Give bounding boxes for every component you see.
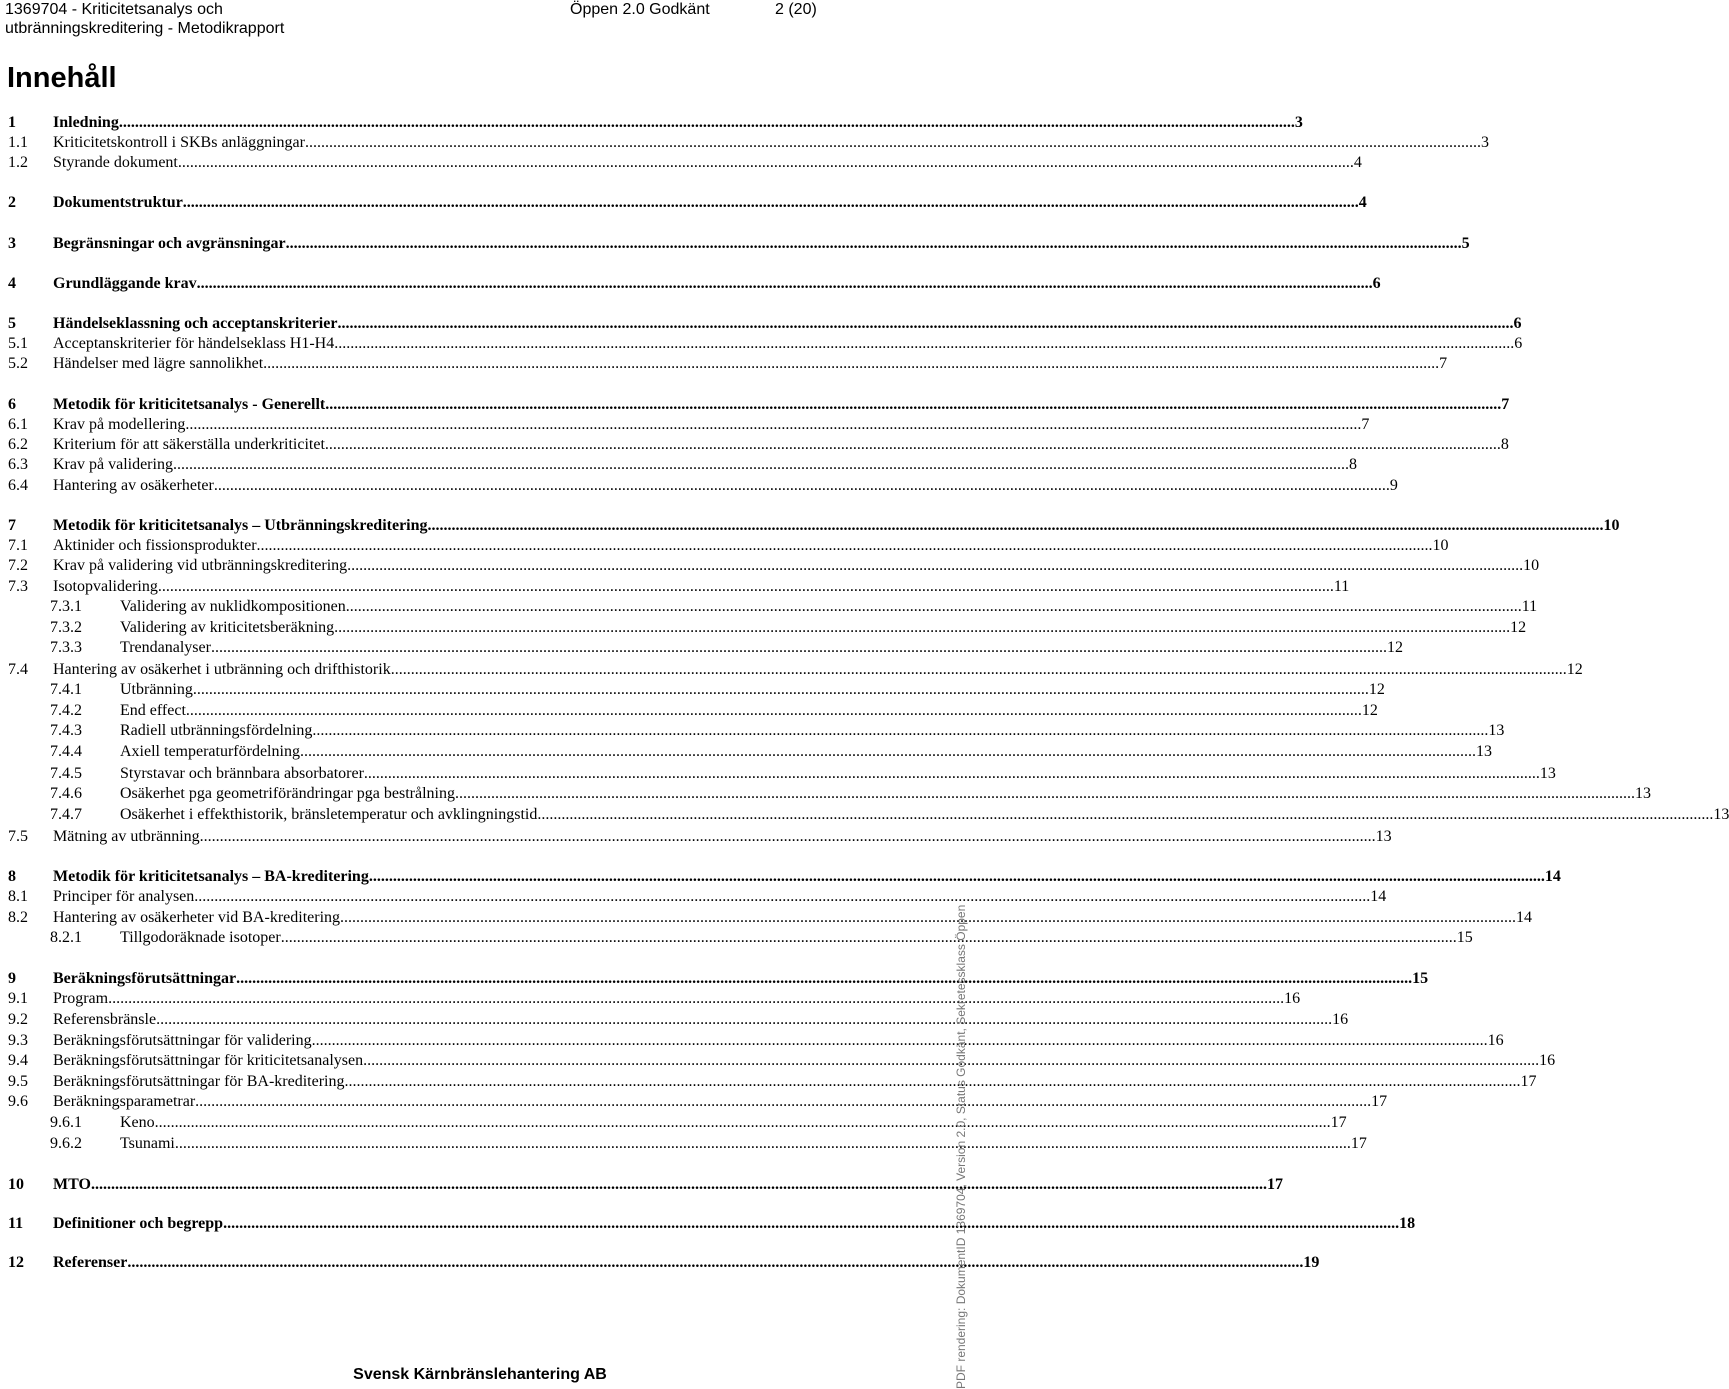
toc-entry[interactable] xyxy=(8,414,1370,435)
toc-entry-text xyxy=(53,1174,1283,1195)
toc-entry[interactable] xyxy=(8,1030,1504,1051)
toc-dot-leader xyxy=(537,804,1713,825)
toc-entry-text xyxy=(120,783,1651,804)
toc-entry-page: 6 xyxy=(1514,335,1523,352)
toc-entry-page: 14 xyxy=(1544,868,1561,885)
toc-entry[interactable] xyxy=(8,679,1385,700)
toc-entry-page: 8 xyxy=(1500,436,1509,453)
toc-entry[interactable] xyxy=(8,555,1540,576)
toc-dot-leader xyxy=(334,617,1510,638)
toc-entry-text xyxy=(53,1071,1537,1092)
toc-dot-leader xyxy=(119,112,1295,133)
toc-entry-text xyxy=(53,866,1561,887)
toc-entry-page: 12 xyxy=(1368,681,1385,698)
toc-entry-page: 16 xyxy=(1332,1011,1349,1028)
toc-entry-page: 12 xyxy=(1386,639,1403,656)
toc-entry[interactable] xyxy=(8,741,1492,762)
toc-entry-label: Inledning xyxy=(53,114,119,131)
toc-entry-page: 12 xyxy=(1361,702,1378,719)
toc-entry-number: 7.4.5 xyxy=(50,765,82,782)
toc-entry-text xyxy=(53,394,1510,415)
toc-entry-text xyxy=(53,414,1370,435)
toc-entry-number: 4 xyxy=(8,275,16,292)
toc-entry[interactable] xyxy=(8,1174,1283,1195)
toc-entry-number: 1.1 xyxy=(8,134,28,151)
toc-dot-leader xyxy=(363,1050,1539,1071)
toc-entry-label: Trendanalyser xyxy=(120,639,211,656)
toc-entry-label: Isotopvalidering xyxy=(53,578,158,595)
toc-entry-text xyxy=(53,535,1449,556)
toc-entry-number: 7 xyxy=(8,517,16,534)
toc-entry-text xyxy=(53,152,1362,173)
toc-entry-label: Validering av kriticitetsberäkning xyxy=(120,619,335,636)
toc-entry-page: 11 xyxy=(1333,578,1350,595)
toc-entry-label: Kriticitetskontroll i SKBs anläggningar xyxy=(53,134,305,151)
toc-entry[interactable] xyxy=(8,907,1533,928)
toc-entry[interactable] xyxy=(8,353,1448,374)
toc-entry-page: 15 xyxy=(1456,929,1473,946)
toc-entry-number: 3 xyxy=(8,235,16,252)
toc-entry-page: 10 xyxy=(1523,557,1540,574)
toc-entry-number: 7.4.4 xyxy=(50,743,82,760)
toc-entry-number: 9.6 xyxy=(8,1093,28,1110)
toc-dot-leader xyxy=(183,192,1359,213)
toc-entry[interactable] xyxy=(8,313,1522,334)
toc-entry-page: 13 xyxy=(1475,743,1492,760)
toc-entry-page: 13 xyxy=(1539,765,1556,782)
toc-entry-page: 13 xyxy=(1713,806,1729,823)
toc-dot-leader xyxy=(186,700,1362,721)
toc-entry-label: Definitioner och begrepp xyxy=(53,1215,224,1232)
toc-entry-text xyxy=(53,576,1350,597)
toc-entry[interactable] xyxy=(8,617,1527,638)
toc-entry-label: Acceptanskriterier för händelseklass H1-H4. xyxy=(53,335,339,352)
toc-entry-page: 14 xyxy=(1516,909,1533,926)
toc-entry[interactable] xyxy=(8,273,1381,294)
toc-entry[interactable] xyxy=(8,783,1651,804)
document-title-line1: 1369704 - Kriticitetsanalys och xyxy=(5,1,223,18)
toc-entry[interactable] xyxy=(8,1009,1349,1030)
toc-entry-page: 5 xyxy=(1461,235,1470,252)
toc-dot-leader xyxy=(185,414,1361,435)
toc-entry-text xyxy=(53,1009,1349,1030)
toc-entry-label: Program xyxy=(53,990,109,1007)
page-number: 2 (20) xyxy=(775,1,817,18)
toc-entry-page: 14 xyxy=(1370,888,1387,905)
toc-entry-number: 7.4.7 xyxy=(50,806,82,823)
toc-entry-text xyxy=(53,826,1392,847)
document-status: Öppen 2.0 Godkänt xyxy=(570,1,710,18)
toc-dot-leader xyxy=(263,353,1439,374)
toc-entry-number: 1 xyxy=(8,114,16,131)
toc-entry-page: 15 xyxy=(1412,970,1429,987)
toc-dot-leader xyxy=(391,659,1567,680)
toc-dot-leader xyxy=(369,866,1545,887)
toc-entry-number: 6.1 xyxy=(8,416,28,433)
toc-entry-number: 7.5 xyxy=(8,828,28,845)
toc-entry[interactable] xyxy=(8,1071,1537,1092)
toc-entry-text xyxy=(120,617,1527,638)
toc-entry-number: 6.2 xyxy=(8,436,28,453)
toc-entry-label: Kriterium för att säkerställa underkriticitet xyxy=(53,436,325,453)
toc-entry-page: 17 xyxy=(1520,1073,1537,1090)
toc-dot-leader xyxy=(305,132,1481,153)
toc-entry-number: 9.5 xyxy=(8,1073,28,1090)
toc-entry-label: Aktinider och fissionsprodukter xyxy=(53,537,257,554)
toc-dot-leader xyxy=(194,886,1370,907)
toc-dot-leader xyxy=(155,1112,1331,1133)
toc-entry[interactable] xyxy=(8,475,1398,496)
toc-entry-number: 9.6.1 xyxy=(50,1114,82,1131)
toc-entry-label: Tsunami xyxy=(120,1135,175,1152)
toc-entry-page: 8 xyxy=(1348,456,1357,473)
toc-entry-text xyxy=(53,132,1489,153)
toc-entry-number: 7.4.2 xyxy=(50,702,82,719)
toc-entry[interactable] xyxy=(8,233,1470,254)
toc-entry-number: 9.1 xyxy=(8,990,28,1007)
toc-entry-number: 9.4 xyxy=(8,1052,28,1069)
toc-dot-leader xyxy=(325,394,1501,415)
toc-entry[interactable] xyxy=(8,1050,1556,1071)
toc-entry-label: Validering av nuklidkompositionen xyxy=(120,598,346,615)
toc-entry-label: Principer för analysen xyxy=(53,888,195,905)
toc-entry-text xyxy=(53,659,1583,680)
toc-entry-label: Radiell utbränningsfördelning xyxy=(120,722,313,739)
toc-entry-page: 10 xyxy=(1603,517,1620,534)
toc-entry-number: 9 xyxy=(8,970,16,987)
toc-entry-page: 17 xyxy=(1330,1114,1347,1131)
toc-entry[interactable] xyxy=(8,826,1392,847)
toc-entry-text xyxy=(53,515,1620,536)
toc-dot-leader xyxy=(340,907,1516,928)
toc-dot-leader xyxy=(156,1009,1332,1030)
toc-entry[interactable] xyxy=(8,1252,1320,1273)
toc-entry-page: 3 xyxy=(1480,134,1489,151)
toc-entry-number: 8.2.1 xyxy=(50,929,82,946)
toc-entry-label: Utbränning xyxy=(120,681,193,698)
toc-entry-text xyxy=(120,596,1538,617)
toc-entry-text xyxy=(120,720,1505,741)
toc-entry-number: 9.6.2 xyxy=(50,1135,82,1152)
toc-entry-number: 11 xyxy=(8,1215,24,1232)
toc-entry[interactable] xyxy=(8,1091,1388,1112)
side-note: PDF rendering: DokumentID 1369704, Version 2.0, Status Godkänt, Sekretessklass Öppen xyxy=(954,904,968,1389)
toc-entry-number: 7.3.1 xyxy=(50,598,82,615)
toc-dot-leader xyxy=(281,927,1457,948)
toc-entry-text xyxy=(53,313,1522,334)
toc-entry[interactable] xyxy=(8,333,1523,354)
toc-entry-text xyxy=(120,927,1473,948)
toc-entry-label: Beräkningsförutsättningar för validering xyxy=(53,1032,312,1049)
toc-entry[interactable] xyxy=(8,866,1561,887)
toc-entry-number: 7.3 xyxy=(8,578,28,595)
toc-entry-text xyxy=(53,454,1357,475)
toc-dot-leader xyxy=(195,1091,1371,1112)
toc-entry[interactable] xyxy=(8,637,1403,658)
toc-entry-text xyxy=(53,968,1429,989)
toc-entry[interactable] xyxy=(8,1133,1367,1154)
toc-entry-text xyxy=(53,112,1303,133)
toc-entry-page: 13 xyxy=(1634,785,1651,802)
toc-dot-leader xyxy=(236,968,1412,989)
toc-entry-page: 10 xyxy=(1432,537,1449,554)
toc-entry-page: 12 xyxy=(1566,661,1583,678)
toc-entry-text xyxy=(120,637,1403,658)
toc-entry-label: Beräkningsförutsättningar för BA-kreditering xyxy=(53,1073,345,1090)
toc-entry-page: 17 xyxy=(1266,1176,1283,1193)
toc-entry-page: 19 xyxy=(1303,1254,1320,1271)
toc-entry-text xyxy=(120,1133,1367,1154)
toc-entry-number: 2 xyxy=(8,194,16,211)
toc-dot-leader xyxy=(344,1071,1520,1092)
toc-entry-label: Axiell temperaturfördelning xyxy=(120,743,300,760)
toc-entry-label: Krav på validering xyxy=(53,456,173,473)
toc-entry-label: Hantering av osäkerheter vid BA-kreditering xyxy=(53,909,341,926)
toc-entry-text xyxy=(53,1213,1416,1234)
toc-entry[interactable] xyxy=(8,968,1429,989)
toc-entry[interactable] xyxy=(8,515,1620,536)
toc-entry-label: Beräkningsförutsättningar för kriticitetsanalysen xyxy=(53,1052,364,1069)
toc-entry-label: Krav på validering vid utbränningskreditering xyxy=(53,557,348,574)
toc-entry-number: 5.2 xyxy=(8,355,28,372)
footer-company: Svensk Kärnbränslehantering AB xyxy=(353,1366,607,1383)
toc-entry-label: Krav på modellering xyxy=(53,416,186,433)
toc-entry-text xyxy=(53,555,1540,576)
toc-entry-number: 8.1 xyxy=(8,888,28,905)
toc-dot-leader xyxy=(197,273,1373,294)
toc-dot-leader xyxy=(325,434,1501,455)
toc-entry-number: 5 xyxy=(8,315,16,332)
toc-entry-text xyxy=(120,1112,1347,1133)
toc-entry-page: 12 xyxy=(1510,619,1527,636)
toc-entry[interactable] xyxy=(8,927,1473,948)
toc-entry-page: 4 xyxy=(1353,154,1362,171)
toc-entry-number: 7.4.1 xyxy=(50,681,82,698)
toc-entry-page: 16 xyxy=(1487,1032,1504,1049)
toc-entry[interactable] xyxy=(8,596,1538,617)
toc-entry-text xyxy=(120,804,1729,825)
toc-dot-leader xyxy=(127,1252,1303,1273)
toc-entry-number: 6 xyxy=(8,396,16,413)
toc-entry-page: 7 xyxy=(1501,396,1510,413)
toc-entry-number: 10 xyxy=(8,1176,24,1193)
toc-entry-text xyxy=(53,273,1381,294)
toc-entry-page: 18 xyxy=(1399,1215,1416,1232)
toc-entry-text xyxy=(53,353,1448,374)
toc-entry-label: Metodik för kriticitetsanalys - Generellt xyxy=(53,396,326,413)
toc-entry-label: Osäkerhet pga geometriförändringar pga bestrålning. xyxy=(120,785,459,802)
toc-entry-page: 4 xyxy=(1358,194,1367,211)
toc-entry-text xyxy=(53,1050,1556,1071)
toc-entry[interactable] xyxy=(8,763,1556,784)
toc-entry-label: Dokumentstruktur xyxy=(53,194,183,211)
toc-entry[interactable] xyxy=(8,659,1583,680)
toc-entry-number: 8 xyxy=(8,868,16,885)
toc-entry[interactable] xyxy=(8,434,1509,455)
toc-entry-page: 9 xyxy=(1389,477,1398,494)
toc-dot-leader xyxy=(257,535,1433,556)
toc-entry-label: Referensbränsle xyxy=(53,1011,157,1028)
toc-entry-number: 7.4.3 xyxy=(50,722,82,739)
toc-entry-text xyxy=(120,679,1385,700)
toc-entry-text xyxy=(53,434,1509,455)
toc-entry-number: 9.3 xyxy=(8,1032,28,1049)
toc-dot-leader xyxy=(200,826,1376,847)
toc-entry-label: Hantering av osäkerheter xyxy=(53,477,214,494)
toc-entry[interactable] xyxy=(8,988,1301,1009)
toc-entry-page: 6 xyxy=(1513,315,1522,332)
toc-entry-text xyxy=(53,475,1398,496)
toc-dot-leader xyxy=(158,576,1334,597)
toc-entry-text xyxy=(53,233,1470,254)
toc-entry[interactable] xyxy=(8,192,1367,213)
toc-entry-label: Beräkningsparametrar xyxy=(53,1093,196,1110)
toc-entry-label: Metodik för kriticitetsanalys – BA-kreditering xyxy=(53,868,369,885)
toc-entry[interactable] xyxy=(8,700,1378,721)
toc-entry-page: 7 xyxy=(1361,416,1370,433)
toc-entry-number: 12 xyxy=(8,1254,24,1271)
toc-entry-label: Hantering av osäkerhet i utbränning och drifthistorik xyxy=(53,661,391,678)
toc-entry-text xyxy=(53,333,1523,354)
toc-dot-leader xyxy=(312,1030,1488,1051)
toc-entry-label: Begränsningar och avgränsningar xyxy=(53,235,286,252)
toc-entry-page: 16 xyxy=(1539,1052,1556,1069)
toc-entry-number: 5.1 xyxy=(8,335,28,352)
toc-entry-label: Osäkerhet i effekthistorik, bränsletemperatur och avklingningstid xyxy=(120,806,538,823)
toc-dot-leader xyxy=(223,1213,1399,1234)
toc-entry-number: 7.2 xyxy=(8,557,28,574)
toc-dot-leader xyxy=(211,637,1387,658)
toc-entry-page: 13 xyxy=(1488,722,1505,739)
toc-entry-number: 7.4.6 xyxy=(50,785,82,802)
toc-dot-leader xyxy=(312,720,1488,741)
toc-entry-page: 13 xyxy=(1375,828,1392,845)
toc-entry-label: End effect xyxy=(120,702,186,719)
toc-entry-label: Referenser xyxy=(53,1254,128,1271)
toc-entry-text xyxy=(120,763,1556,784)
toc-dot-leader xyxy=(337,313,1513,334)
toc-dot-leader xyxy=(178,152,1354,173)
toc-dot-leader xyxy=(300,741,1476,762)
toc-entry-page: 3 xyxy=(1294,114,1303,131)
toc-entry[interactable] xyxy=(8,804,1729,825)
toc-entry-number: 9.2 xyxy=(8,1011,28,1028)
toc-entry[interactable] xyxy=(8,394,1510,415)
toc-entry-label: Grundläggande krav xyxy=(53,275,197,292)
toc-entry-number: 7.3.2 xyxy=(50,619,82,636)
toc-dot-leader xyxy=(175,1133,1351,1154)
toc-entry-page: 16 xyxy=(1284,990,1301,1007)
toc-entry-text xyxy=(53,886,1387,907)
toc-entry-number: 7.1 xyxy=(8,537,28,554)
toc-dot-leader xyxy=(173,454,1349,475)
toc-entry-label: Tillgodoräknade isotoper xyxy=(120,929,281,946)
toc-dot-leader xyxy=(428,515,1604,536)
toc-entry-text xyxy=(53,988,1301,1009)
toc-entry-label: Metodik för kriticitetsanalys – Utbränningskreditering xyxy=(53,517,428,534)
toc-entry-label: Beräkningsförutsättningar xyxy=(53,970,237,987)
toc-entry-page: 17 xyxy=(1350,1135,1367,1152)
toc-entry-label: Styrande dokument xyxy=(53,154,178,171)
toc-entry-page: 11 xyxy=(1521,598,1538,615)
toc-entry-text xyxy=(53,1030,1504,1051)
toc-dot-leader xyxy=(286,233,1462,254)
toc-entry-page: 7 xyxy=(1439,355,1448,372)
toc-entry-number: 1.2 xyxy=(8,154,28,171)
toc-entry-number: 8.2 xyxy=(8,909,28,926)
toc-dot-leader xyxy=(193,679,1369,700)
toc-entry[interactable] xyxy=(8,132,1489,153)
toc-entry-page: 17 xyxy=(1371,1093,1388,1110)
toc-entry[interactable] xyxy=(8,886,1387,907)
toc-dot-leader xyxy=(214,475,1390,496)
toc-entry-label: Styrstavar och brännbara absorbatorer xyxy=(120,765,364,782)
toc-dot-leader xyxy=(459,783,1635,804)
toc-entry-text xyxy=(120,700,1378,721)
toc-entry-text xyxy=(53,907,1533,928)
toc-entry[interactable] xyxy=(8,576,1350,597)
toc-entry-label: MTO xyxy=(53,1176,91,1193)
toc-dot-leader xyxy=(346,596,1522,617)
toc-entry[interactable] xyxy=(8,112,1303,133)
toc-entry-text xyxy=(120,741,1492,762)
toc-entry-text xyxy=(53,1252,1320,1273)
toc-dot-leader xyxy=(347,555,1523,576)
toc-entry[interactable] xyxy=(8,535,1449,556)
toc-entry-number: 7.3.3 xyxy=(50,639,82,656)
page-title: Innehåll xyxy=(7,62,117,94)
toc-entry-number: 7.4 xyxy=(8,661,28,678)
toc-entry-text xyxy=(53,192,1367,213)
toc-dot-leader xyxy=(338,333,1514,354)
toc-entry[interactable] xyxy=(8,152,1362,173)
toc-entry[interactable] xyxy=(8,720,1505,741)
toc-dot-leader xyxy=(108,988,1284,1009)
toc-entry-page: 6 xyxy=(1372,275,1381,292)
toc-entry-label: Mätning av utbränning xyxy=(53,828,200,845)
toc-entry-number: 6.4 xyxy=(8,477,28,494)
toc-entry[interactable] xyxy=(8,1112,1347,1133)
document-title-line2: utbränningskreditering - Metodikrapport xyxy=(5,20,285,37)
toc-entry-label: Keno xyxy=(120,1114,155,1131)
toc-entry[interactable] xyxy=(8,454,1357,475)
toc-entry-label: Händelseklassning och acceptanskriterier xyxy=(53,315,338,332)
toc-entry-number: 6.3 xyxy=(8,456,28,473)
toc-entry[interactable] xyxy=(8,1213,1416,1234)
toc-dot-leader xyxy=(364,763,1540,784)
toc-entry-label: Händelser med lägre sannolikhet xyxy=(53,355,264,372)
toc-entry-text xyxy=(53,1091,1388,1112)
toc-dot-leader xyxy=(91,1174,1267,1195)
